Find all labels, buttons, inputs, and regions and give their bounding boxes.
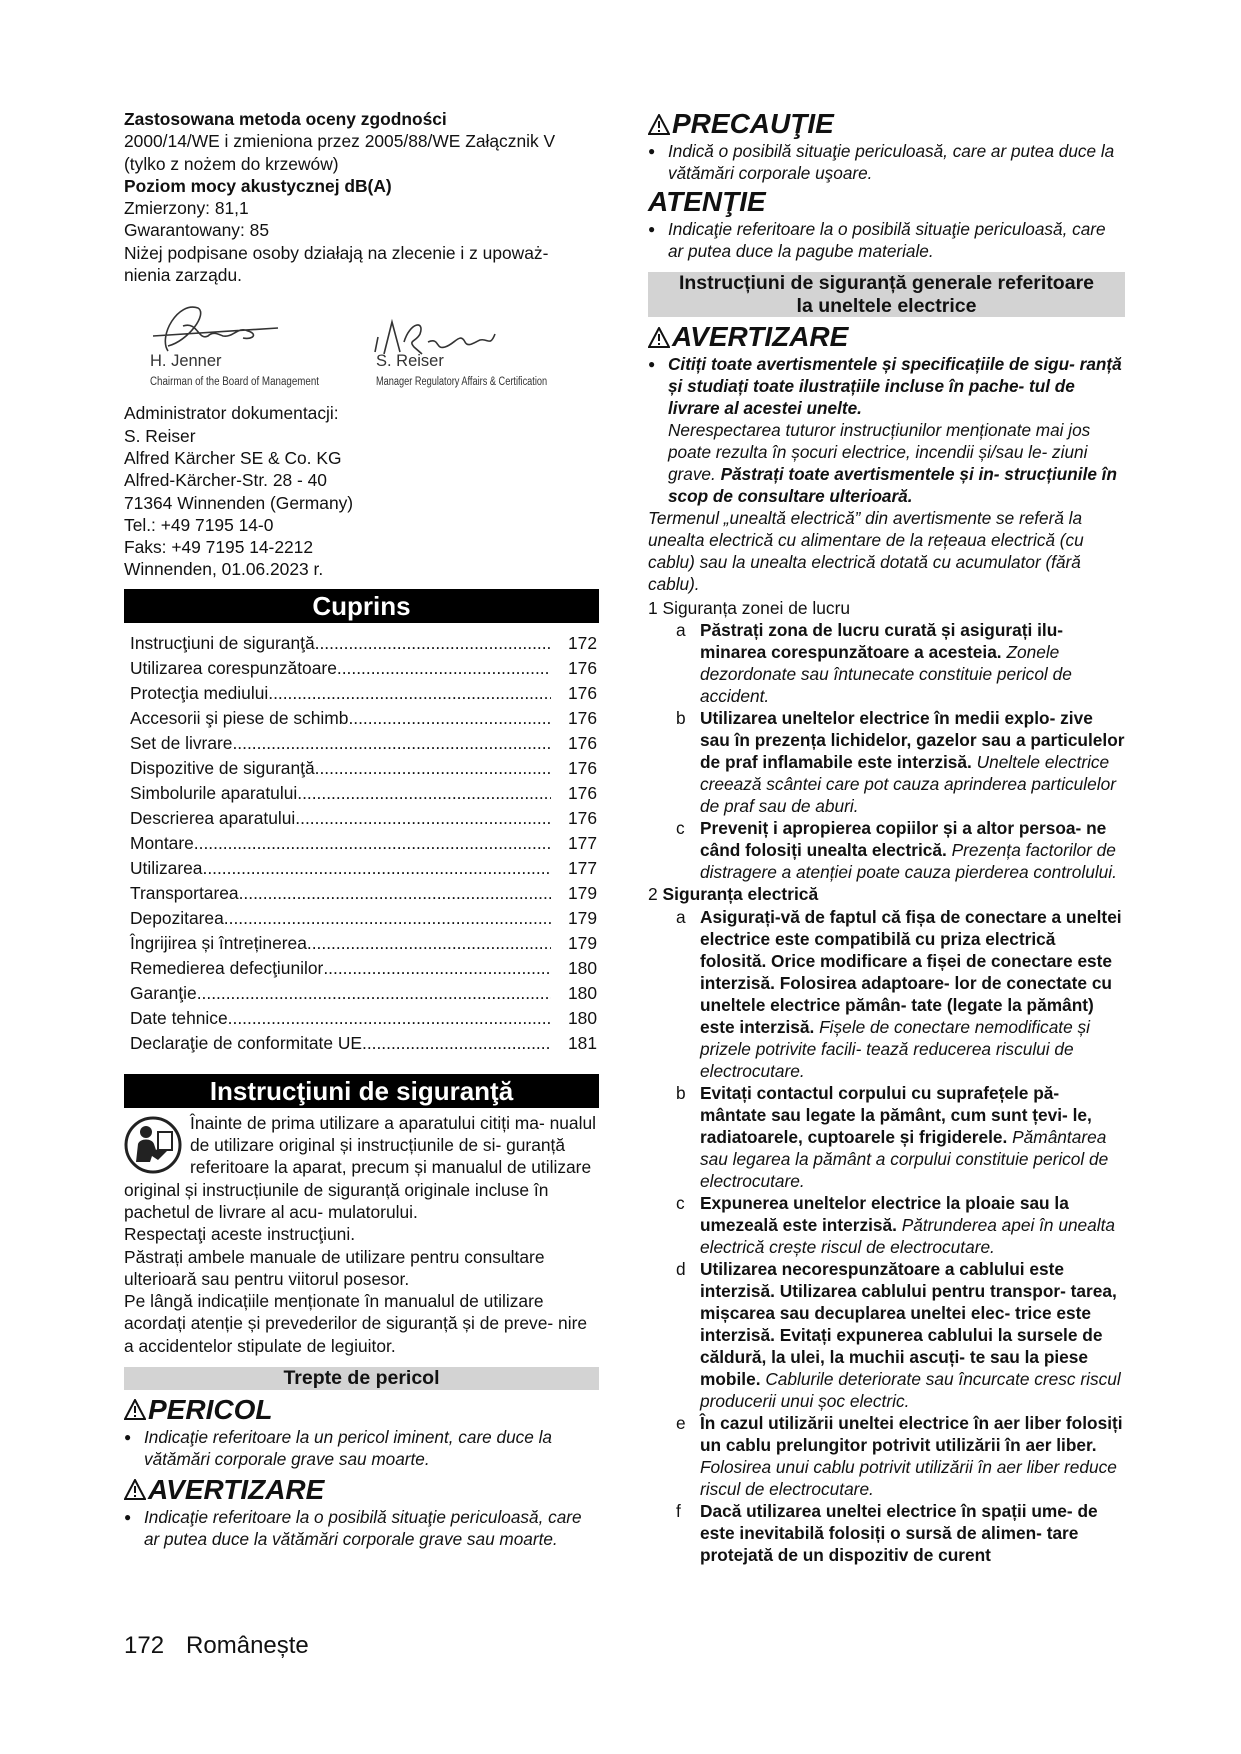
avertizare-title: AVERTIZARE bbox=[148, 1473, 325, 1505]
warning-triangle-icon bbox=[648, 114, 670, 135]
section-2-item-d: d Utilizarea necorespunzătoare a cablului este interzisă. Utilizarea cablului pentru transpor- tarea, mișcarea sau decuplarea uneltei elec- trice este interzisă. Evitați expunerea cablului la sursele de căldură, la ulei, la muchii ascuți- te sau la piese mobile. Cablurile deteriorate sau încurcate cresc riscul producerii unui șoc electric. bbox=[676, 1258, 1121, 1411]
pericol-text: ● Indicaţie referitoare la un pericol iminent, care duce la vătămări corporale grave sau moarte. bbox=[124, 1426, 599, 1470]
atentie-heading bbox=[648, 186, 1125, 218]
precautie-heading bbox=[648, 108, 1125, 140]
avertizare-text: ● Indicaţie referitoare la o posibilă situaţie periculoasă, care ar putea duce la vătămări corporale grave sau moarte. bbox=[124, 1506, 599, 1550]
toc-item[interactable]: Descrierea aparatului ..... 176 bbox=[124, 806, 599, 831]
section-2-item-e: e În cazul utilizării uneltei electrice în aer liber folosiți un cablu prelungitor potrivit utilizării în aer liber. Folosirea unui cablu potrivit utilizării în aer liber reduce riscul de electrocutare. bbox=[676, 1412, 1123, 1499]
precautie-text: ● Indică o posibilă situaţie periculoasă, care ar putea duce la vătămări corporale uşoare. bbox=[648, 140, 1125, 184]
avertizare-heading bbox=[124, 1474, 599, 1506]
read-all-italic: Nerespectarea tuturor instrucțiunilor menționate mai jos poate rezulta în șocuri electrice, incendii și/sau le- ziuni grave. bbox=[668, 420, 1091, 484]
jenner-signature-image bbox=[138, 296, 288, 358]
page-language: Românește bbox=[186, 1632, 309, 1659]
toc-item[interactable]: Transportarea ..... 179 bbox=[124, 881, 599, 906]
address-line: Alfred-Kärcher-Str. 28 - 40 bbox=[124, 470, 327, 491]
pericol-title: PERICOL bbox=[148, 1393, 273, 1425]
section-2-title: 2 Siguranța electrică bbox=[648, 884, 819, 905]
section-2-item-f: f Dacă utilizarea uneltei electrice în spații ume- de este inevitabilă folosiți o sursă de alimen- tare protejată de un dispozitiv de curent bbox=[676, 1500, 1098, 1565]
right-column bbox=[648, 108, 1125, 1566]
toc-item[interactable]: Dispozitive de siguranţă ..... 176 bbox=[124, 756, 599, 781]
section-1-item-c: c Preveniț i apropierea copiilor și a altor persoa- ne când folosiți unealta electrică. Prezența factorilor de distragere a atenției poate cauza pierderea controlului. bbox=[676, 818, 1117, 883]
jenner-name: H. Jenner bbox=[150, 352, 222, 371]
address-line: Winnenden, 01.06.2023 r. bbox=[124, 559, 324, 580]
address-line: Administrator dokumentacji: bbox=[124, 403, 339, 424]
toc-item[interactable]: Instrucţiuni de siguranţă ..... 172 bbox=[124, 631, 599, 656]
address-line: Tel.: +49 7195 14-0 bbox=[124, 514, 274, 535]
toc-item[interactable]: Montare ..... 177 bbox=[124, 831, 599, 856]
respect-text: Respectaţi aceste instrucţiuni. bbox=[124, 1224, 356, 1245]
toc-item[interactable]: Garanţie ..... 180 bbox=[124, 981, 599, 1006]
read-manual-icon bbox=[124, 1116, 182, 1174]
avertizare-right-heading bbox=[648, 321, 1125, 353]
sound-guaranteed: Gwarantowany: 85 bbox=[124, 220, 270, 241]
jenner-role: Chairman of the Board of Management bbox=[150, 376, 319, 389]
address-line: Faks: +49 7195 14-2212 bbox=[124, 537, 314, 558]
toc-item[interactable]: Remedierea defecţiunilor ..... 180 bbox=[124, 956, 599, 981]
toc-item[interactable]: Declaraţie de conformitate UE ..... 181 bbox=[124, 1031, 599, 1056]
section-1-item-b: b Utilizarea uneltelor electrice în medii explo- zive sau în prezența lichidelor, gazelor sau a particulelor de praf inflamabile este interzisă. Uneltele electrice creează scântei care pot cauza aprinderea particulelor de praf sau de aburi. bbox=[676, 708, 1125, 817]
keep-text: Păstrați ambele manuale de utilizare pentru consultare ulterioară sau pentru viitorul posesor. bbox=[124, 1246, 545, 1289]
address-line: Alfred Kärcher SE & Co. KG bbox=[124, 447, 342, 468]
warning-triangle-icon bbox=[648, 327, 670, 348]
section-2-item-b: b Evitați contactul corpului cu suprafețele pă- mântate sau legate la pământ, cum sunt țevi- le, radiatoarele, cuptoarele și frigiderele. Pământarea sau legarea la pământ a corpului constituie pericol de electrocutare. bbox=[676, 1082, 1109, 1191]
atentie-text: ● Indicaţie referitoare la o posibilă situaţie periculoasă, care ar putea duce la pagube materiale. bbox=[648, 218, 1125, 262]
warning-triangle-icon bbox=[124, 1479, 146, 1500]
toc-item[interactable]: Îngrijirea și întreținerea ..... 179 bbox=[124, 931, 599, 956]
toc-item[interactable]: Accesorii şi piese de schimb ..... 176 bbox=[124, 706, 599, 731]
avertizare-right-title: AVERTIZARE bbox=[672, 321, 849, 352]
signature-block bbox=[124, 286, 599, 396]
safety-intro-block bbox=[124, 1112, 599, 1223]
address-line: 71364 Winnenden (Germany) bbox=[124, 492, 354, 513]
sound-measured: Zmierzony: 81,1 bbox=[124, 198, 249, 219]
toc-item[interactable]: Date tehnice ..... 180 bbox=[124, 1006, 599, 1031]
pericol-heading bbox=[124, 1394, 599, 1426]
read-all-warning bbox=[648, 353, 1125, 507]
toc-item[interactable]: Simbolurile aparatului ..... 176 bbox=[124, 781, 599, 806]
toc-item[interactable]: Utilizarea ..... 177 bbox=[124, 856, 599, 881]
section-1-item-a: a Păstrați zona de lucru curată și asigurați ilu- minarea corespunzătoare a acesteia. Zonele dezordonate sau întunecate constituie pericol de accident. bbox=[676, 620, 1072, 707]
section-2-item-c: c Expunerea uneltelor electrice la ploaie sau la umezeală este interzisă. Pătrunderea apei în unealta electrică crește riscul de electrocutare. bbox=[676, 1192, 1116, 1257]
address-block bbox=[124, 402, 599, 580]
safety-title: Instrucţiuni de siguranţă bbox=[124, 1074, 599, 1108]
conformity-heading: Zastosowana metoda oceny zgodności bbox=[124, 109, 447, 129]
read-all-bold: Citiți toate avertismentele și specificațiile de sigu- ranță și studiați toate ilustrațiile incluse în pache- tul de livrare al acestei unelte. bbox=[668, 354, 1122, 418]
signed-text: Niżej podpisane osoby działają na zlecenie i z upoważ- nienia zarządu. bbox=[124, 242, 549, 286]
section-2-item-a: a Asigurați-vă de faptul că fișa de conectare a uneltei electrice este compatibilă cu priza electrică folosită. Orice modificare a fișei de conectare este interzisă. Folosirea adaptoare- lor de conectate cu uneltele electrice pămân- tate (legate la pământ) este interzisă. Fișele de conectare nemodificate și prizele potrivite facili- tează reducerea riscului de electrocutare. bbox=[676, 906, 1122, 1081]
sound-heading: Poziom mocy akustycznej dB(A) bbox=[124, 175, 392, 196]
conformity-text: 2000/14/WE i zmieniona przez 2005/88/WE Załącznik V (tylko z nożem do krzewów) bbox=[124, 131, 556, 174]
toc-item[interactable]: Utilizarea corespunzătoare ..... 176 bbox=[124, 656, 599, 681]
toc-item[interactable]: Set de livrare ..... 176 bbox=[124, 731, 599, 756]
danger-levels-title: Trepte de pericol bbox=[124, 1367, 599, 1390]
page-footer bbox=[124, 1632, 331, 1660]
general-safety-title: Instrucțiuni de siguranță generale referitoare la uneltele electrice bbox=[648, 272, 1125, 317]
safety-intro-text: Înainte de prima utilizare a aparatului citiți ma- nualul de utilizare original și instrucțiunile de si- guranță referitoare la aparat, precum și manualul de utilizare original și instrucțiunile de siguranță originale incluse în pachetul de livrare al acu- mulatorului. bbox=[124, 1112, 596, 1222]
page-number: 172 bbox=[124, 1632, 165, 1659]
section-1-title: 1 Siguranța zonei de lucru bbox=[648, 598, 851, 618]
address-line: S. Reiser bbox=[124, 425, 196, 446]
atentie-title: ATENŢIE bbox=[648, 186, 766, 217]
left-column bbox=[124, 108, 599, 1550]
also-text: Pe lângă indicațiile menționate în manualul de utilizare acordați atenție și prevederilor de siguranță și de preve- nire a accidentelor stipulate de legiuitor. bbox=[124, 1291, 588, 1356]
reiser-name: S. Reiser bbox=[376, 352, 444, 371]
toc-title: Cuprins bbox=[124, 589, 599, 623]
table-of-contents bbox=[124, 631, 599, 1056]
toc-item[interactable]: Protecţia mediului ..... 176 bbox=[124, 681, 599, 706]
precautie-title: PRECAUŢIE bbox=[672, 108, 834, 139]
read-all-bold2: Păstrați toate avertismentele și in- strucțiunile în scop de consultare ulterioară. bbox=[668, 464, 1117, 506]
warning-triangle-icon bbox=[124, 1399, 146, 1420]
term-text: Termenul „unealtă electrică” din avertismente se referă la unealta electrică cu alimentare de la rețeaua electrică (cu cablu) sau la unealta electrică dotată cu acumulator (fără cablu). bbox=[648, 508, 1084, 594]
reiser-role: Manager Regulatory Affairs & Certification bbox=[376, 376, 548, 389]
toc-item[interactable]: Depozitarea ..... 179 bbox=[124, 906, 599, 931]
